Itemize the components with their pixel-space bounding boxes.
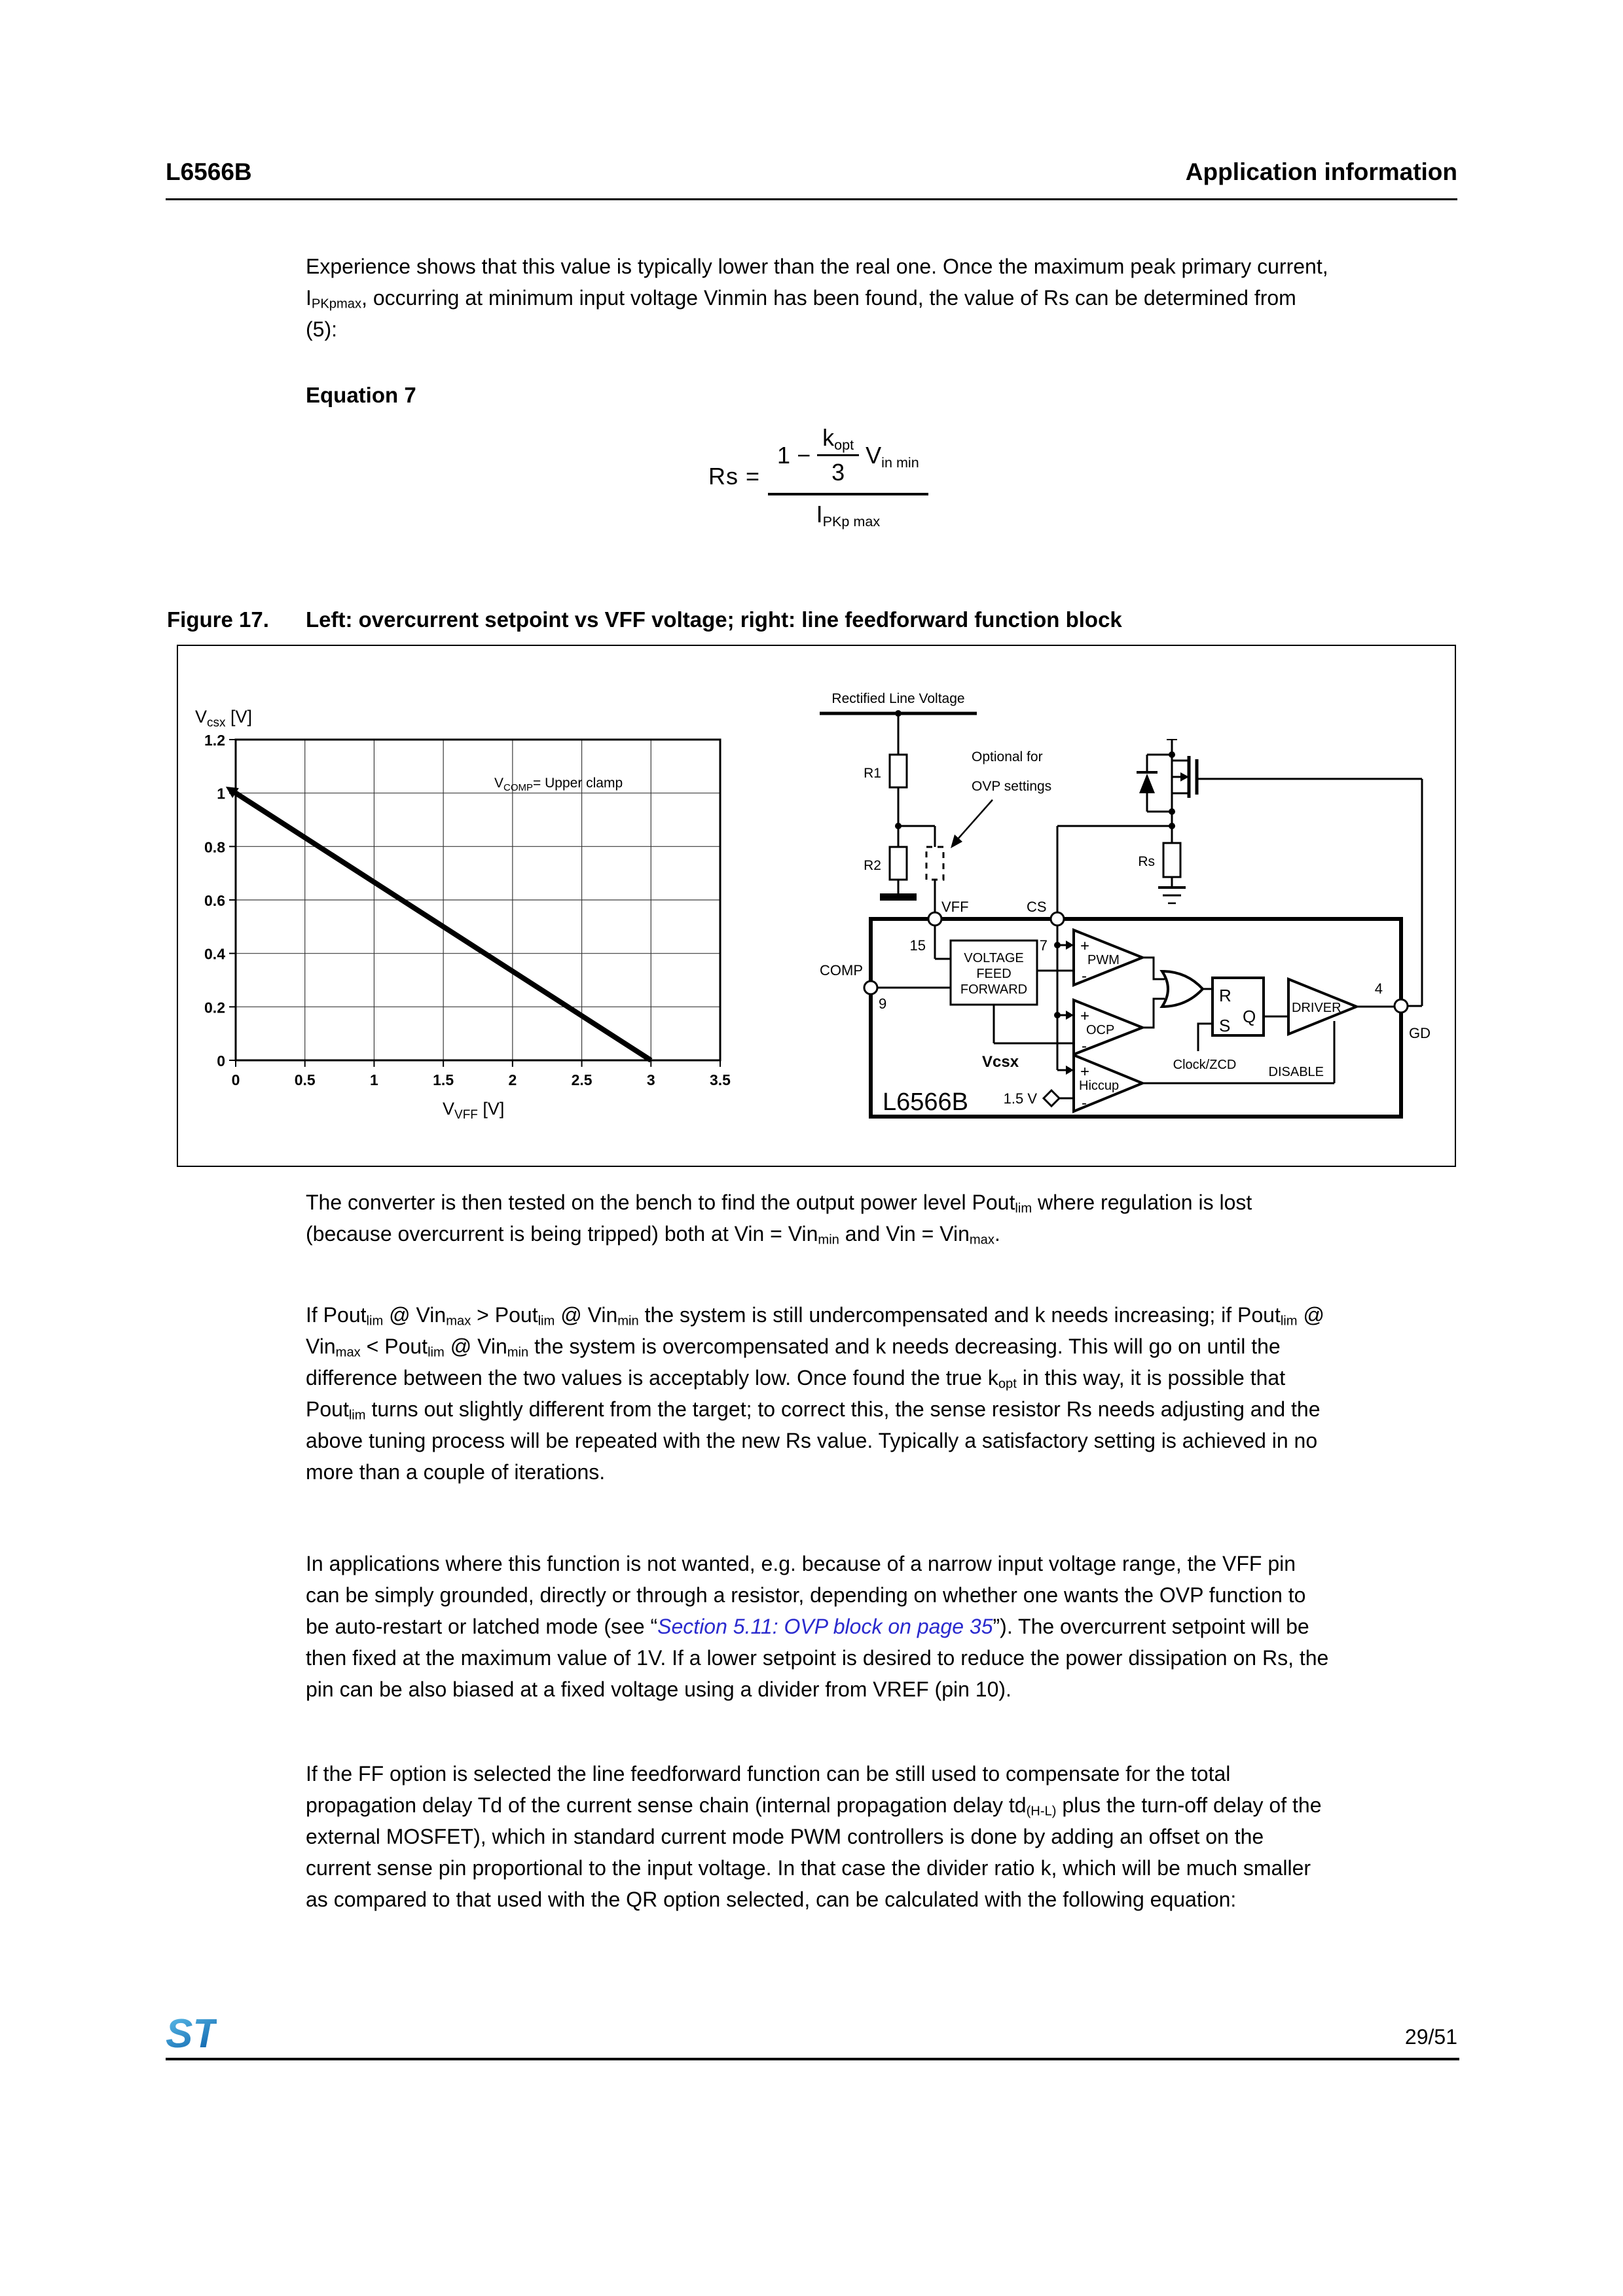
body-paragraph-1: Experience shows that this value is typically lower than the real one. Once the maximum peak primary current, $I_{PKpmax}$, occurring at minimum input voltage Vinmin has been found, the value of Rs can be determined from (5):	[306, 255, 1328, 341]
pin-9-number: 9	[879, 996, 887, 1012]
footer-rule	[166, 2058, 1459, 2060]
x-tick-label: 2	[508, 1071, 517, 1088]
optional-label-line2: OVP settings	[972, 779, 1052, 794]
hiccup-comparator	[1074, 1055, 1142, 1112]
x-tick-label: 3.5	[710, 1071, 731, 1088]
body-paragraph-4: In applications where this function is not wanted, e.g. because of a narrow input voltage range, the VFF pin can be simply grounded, directly or through a resistor, depending on whether one wants the OVP function to be auto-restart or latched mode (see “Section 5.11: OVP block on page 35”). The overcurrent setpoint will be then fixed at the maximum value of 1V. If a lower setpoint is desired to reduce the power dissipation on Rs, the pin can be also biased at a fixed voltage using a divider from VREF (pin 10).	[306, 1552, 1329, 1701]
overcurrent-setpoint-chart	[195, 707, 731, 1122]
vcsx-label: Vcsx	[982, 1053, 1019, 1071]
st-logo	[166, 2004, 217, 2060]
equation-one-minus: 1 −	[777, 441, 811, 469]
equation-three: 3	[817, 454, 859, 486]
pin-cs	[1051, 912, 1064, 925]
svg-text:S: S	[1219, 1016, 1231, 1035]
svg-text:OCP: OCP	[1086, 1023, 1115, 1037]
ground-icon	[1158, 888, 1186, 903]
pin-gd	[1395, 999, 1408, 1013]
rectified-line-voltage-label: Rectified Line Voltage	[831, 691, 965, 706]
equation-kopt: $k_{opt}$	[822, 424, 854, 454]
svg-text:Rs: Rs	[1138, 854, 1155, 869]
pin-7-number: 7	[1039, 937, 1048, 954]
svg-text:+: +	[1080, 1063, 1090, 1081]
svg-text:-: -	[1082, 967, 1087, 985]
chip-name-label: L6566B	[883, 1088, 969, 1116]
y-tick-label: 0.6	[204, 892, 225, 909]
svg-text:DRIVER: DRIVER	[1292, 1001, 1341, 1015]
y-tick-label: 1.2	[204, 732, 225, 749]
svg-text:Clock/ZCD: Clock/ZCD	[1173, 1058, 1237, 1072]
svg-text:FORWARD: FORWARD	[960, 982, 1028, 997]
equation-denominator: $I_{PKp max}$	[768, 493, 928, 528]
resistor-rs	[1138, 826, 1186, 903]
voltage-feed-forward-block	[877, 925, 1037, 1005]
equation-7	[708, 424, 928, 528]
pin-4-number: 4	[1374, 980, 1383, 997]
header-section-title: Application information	[1185, 158, 1457, 185]
svg-text:R1: R1	[864, 766, 881, 781]
body-paragraph-5: If the FF option is selected the line feedforward function can be still used to compensate for the total propagation delay Td of the current sense chain (internal propagation delay $td_{(H-L)}$ plus the turn-off delay of the external MOSFET), which in standard current mode PWM controllers is done by adding an offset on the current sense pin proportional to the input voltage. In that case the divider ratio k, which will be much smaller as compared to that used with the QR option selected, can be calculated with the following equation:	[306, 1762, 1322, 1911]
optional-label-line1: Optional for	[972, 749, 1043, 764]
figure-17-content	[177, 645, 1453, 1164]
ocp-comparator	[1074, 1000, 1142, 1055]
equation-vinmin: $V_{in min}$	[866, 441, 919, 471]
figure-caption	[167, 607, 1122, 632]
rs-flipflop	[1213, 978, 1264, 1035]
pin-cs-label: CS	[1027, 899, 1047, 915]
x-tick-label: 2.5	[571, 1071, 593, 1088]
svg-text:PWM: PWM	[1087, 953, 1120, 967]
doc-part-number: L6566B	[166, 158, 252, 185]
pin-comp-label: COMP	[820, 962, 863, 978]
figure-caption-label: Figure 17.	[167, 607, 269, 632]
svg-text:R2: R2	[864, 858, 881, 873]
page-number: 29/51	[1404, 2025, 1457, 2049]
header-rule	[166, 198, 1457, 200]
x-tick-label: 1	[370, 1071, 378, 1088]
svg-text:1.5 V: 1.5 V	[1003, 1090, 1037, 1107]
x-axis-title: $V_{VFF}$ [V]	[443, 1099, 505, 1122]
section-cross-reference-link[interactable]: Section 5.11: OVP block on page 35	[657, 1615, 993, 1638]
svg-text:+: +	[1080, 937, 1090, 955]
svg-text:FEED: FEED	[976, 967, 1012, 981]
resistor-r2	[864, 847, 917, 901]
x-tick-label: 0.5	[294, 1071, 316, 1088]
svg-text:-: -	[1082, 1094, 1087, 1112]
y-tick-label: 0.2	[204, 999, 225, 1016]
y-tick-label: 1	[217, 785, 225, 802]
equation-inner-fraction	[817, 424, 859, 486]
pin-15-number: 15	[909, 937, 926, 954]
pwm-comparator	[1074, 930, 1142, 985]
pin-vff-label: VFF	[941, 899, 969, 915]
body-paragraph-2: The converter is then tested on the bench to find the output power level Pout$_{lim}$ where regulation is lost (because overcurrent is being tripped) both at Vin = Vin$_{min}$ and Vin = Vin$_{max}$.	[306, 1191, 1252, 1247]
reference-1v5	[1004, 1090, 1074, 1107]
pin-vff	[928, 912, 941, 925]
equation-lhs: Rs =	[708, 462, 761, 490]
equation-numerator	[768, 424, 928, 493]
mosfet-icon	[1137, 740, 1197, 826]
y-tick-label: 0	[217, 1052, 225, 1069]
y-tick-label: 0.8	[204, 838, 225, 856]
equation-fraction	[768, 424, 928, 528]
svg-text:Q: Q	[1243, 1007, 1256, 1026]
svg-text:DISABLE: DISABLE	[1268, 1065, 1324, 1079]
resistor-r1	[864, 713, 907, 787]
pin-gd-label: GD	[1409, 1025, 1431, 1041]
svg-text:-: -	[1082, 1037, 1087, 1055]
figure-caption-text: Left: overcurrent setpoint vs VFF voltage; right: line feedforward function block	[306, 607, 1122, 632]
body-paragraph-3: If Pout$_{lim}$ @ Vin$_{max}$ > Pout$_{lim}$ @ Vin$_{min}$ the system is still undercompensated and k needs increasing; if Pout$_{lim}$ @ Vin$_{max}$ < Pout$_{lim}$ @ Vin$_{min}$ the system is overcompensated and k needs decreasing. This will go on until the difference between the two values is acceptably low. Once found the true $k_{opt}$ in this way, it is possible that Pout$_{lim}$ turns out slightly different from the target; to correct this, the sense resistor Rs needs adjusting and the above tuning process will be repeated with the new Rs value. Typically a satisfactory setting is achieved in no more than a couple of iterations.	[306, 1303, 1324, 1484]
pin-comp	[864, 981, 877, 994]
upper-clamp-annotation: $V_{COMP}=$ Upper clamp	[494, 776, 623, 793]
svg-text:VOLTAGE: VOLTAGE	[964, 951, 1024, 965]
st-logo-text: ST	[166, 2011, 217, 2056]
x-tick-label: 1.5	[433, 1071, 454, 1088]
svg-text:Hiccup: Hiccup	[1079, 1079, 1120, 1093]
equation-heading: Equation 7	[306, 383, 416, 407]
ground-bar-icon	[880, 893, 917, 901]
annotation-arrow-icon	[951, 800, 993, 848]
x-tick-label: 0	[231, 1071, 240, 1088]
x-tick-label: 3	[646, 1071, 655, 1088]
or-gate-icon	[1142, 958, 1213, 1028]
y-tick-label: 0.4	[204, 945, 225, 963]
svg-text:+: +	[1080, 1007, 1090, 1025]
y-axis-title: $V_{csx}$ [V]	[195, 707, 253, 730]
line-feedforward-block-diagram	[820, 691, 1431, 1117]
svg-text:R: R	[1219, 986, 1231, 1005]
